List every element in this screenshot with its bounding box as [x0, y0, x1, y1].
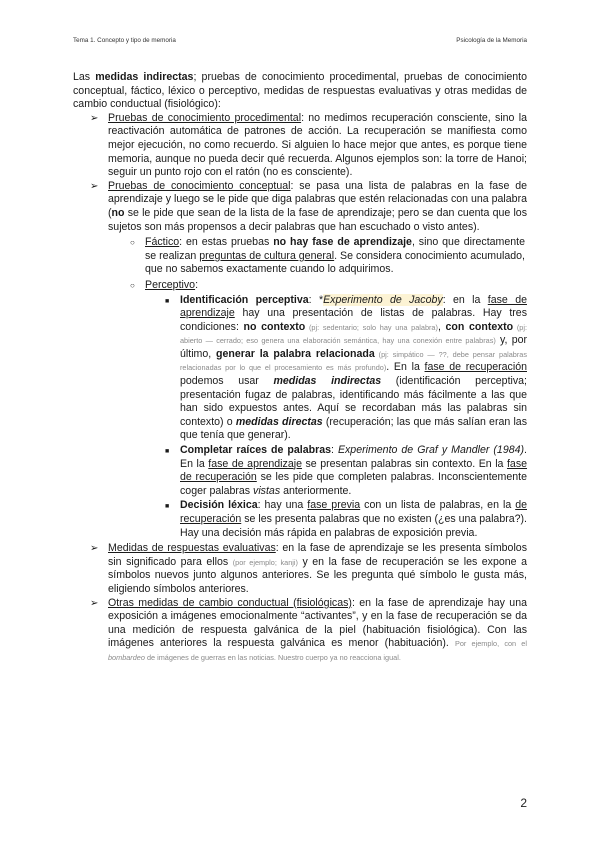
- page-header-left: Tema 1. Concepto y tipo de memoria: [73, 37, 176, 44]
- evaluativas-note: (por ejemplo; kanji): [232, 557, 298, 567]
- lexica-underline: de recuperación: [180, 499, 527, 525]
- intro-bold: medidas indirectas: [95, 71, 194, 83]
- circle-bullet-icon: ○: [130, 238, 135, 248]
- factico-text: . Se considera conocimiento acumulado, que no sabemos exactamente cuando lo adquirimos.: [145, 249, 525, 276]
- identificacion-text: (identificación perceptiva; presentación fugaz de palabras, identificando más fácilmente a las que han sido expuestos antes. Aquí se recordaban más las palabras sin contexto) o: [180, 375, 528, 428]
- list-item-raices: [73, 444, 527, 498]
- arrow-bullet-icon: ➢: [90, 543, 99, 555]
- arrow-bullet-icon: ➢: [90, 112, 99, 124]
- page-number: 2: [520, 796, 527, 810]
- square-bullet-icon: ■: [165, 503, 170, 511]
- jacoby-highlight: Experimento de Jacoby: [323, 293, 443, 306]
- identificacion-bold: con contexto: [445, 320, 514, 333]
- lexica-text: con un lista de palabras, en la: [360, 499, 516, 512]
- raices-title: Completar raíces de palabras: [180, 444, 331, 457]
- list-item-perceptivo: [73, 279, 527, 293]
- evaluativas-text: y en la fase de recuperación se les expone a símbolos nuevos junto algunos anteriores. Se les pregunta qué símbolo le gusta más, eligiendo símbolos anteriores.: [108, 555, 527, 595]
- arrow-bullet-icon: ➢: [90, 597, 99, 609]
- list-item-identificacion: [73, 294, 527, 444]
- list-item-conceptual: [73, 180, 527, 234]
- raices-text: se presentan palabras sin contexto. En la: [301, 457, 507, 470]
- factico-bold: no hay fase de aprendizaje: [273, 236, 412, 249]
- identificacion-text: : en la: [442, 293, 488, 306]
- perceptivo-colon: :: [195, 278, 199, 291]
- identificacion-title: Identificación perceptiva: [180, 293, 309, 306]
- factico-underline: preguntas de cultura general: [199, 249, 335, 262]
- list-item-evaluativas: [73, 542, 527, 596]
- lexica-text: se les presenta palabras que no existen (¿es una palabra?). Hay una decisión más rápida en palabras de exposición previa.: [180, 513, 527, 539]
- raices-underline: fase de recuperación: [180, 457, 528, 484]
- page-body: [73, 71, 527, 665]
- arrow-bullet-icon: ➢: [90, 180, 99, 192]
- identificacion-text: . En la: [386, 361, 425, 374]
- fisiologicas-text: : en la fase de aprendizaje hay una exposición a imágenes emocionalmente “activantes”, y en la fase de recuperación se da una medición de respuesta galvánica de la piel (habituación fisiológica). Con las imágenes anteriores la respuesta galvánica es menor (habituación).: [108, 596, 527, 650]
- lexica-underline: fase previa: [307, 499, 361, 512]
- identificacion-text: ,: [437, 320, 446, 333]
- lexica-title: Decisión léxica: [180, 499, 258, 512]
- identificacion-text: y, por último,: [180, 334, 528, 360]
- identificacion-bold-italic: medidas indirectas: [273, 375, 382, 388]
- page-header-right: Psicología de la Memoria: [456, 37, 527, 44]
- circle-bullet-icon: ○: [130, 280, 135, 290]
- fisiologicas-note: Por ejemplo, con el: [454, 639, 527, 649]
- list-item-lexica: [73, 499, 527, 540]
- conceptual-bold: no: [111, 206, 125, 219]
- conceptual-text: : se pasa una lista de palabras en la fase de aprendizaje y luego se le pide que diga palabras que estén relacionadas con una palabra (: [108, 179, 528, 219]
- raices-underline: fase de aprendizaje: [208, 457, 302, 470]
- fisiologicas-note: de imágenes de guerras en las noticias. Nuestro cuerpo ya no reacciona igual.: [144, 652, 401, 662]
- list-item-procedimental: [73, 112, 527, 180]
- raices-italic: Experimento de Graf y Mandler (1984): [337, 444, 525, 457]
- raices-text: se les pide que completen palabras. Inconscientemente coger palabras: [180, 471, 527, 497]
- identificacion-note: (pj: abierto — cerrado; eso genera una elaboración semántica, hay una conexión entre palabras): [180, 322, 528, 346]
- raices-italic: vistas: [253, 484, 281, 497]
- factico-text: : en estas pruebas: [179, 236, 274, 249]
- identificacion-bold-italic: medidas directas: [235, 415, 323, 428]
- list-item-fisiologicas: [73, 597, 527, 665]
- identificacion-bold: generar la palabra relacionada: [216, 347, 375, 360]
- evaluativas-text: : en la fase de aprendizaje se les presenta símbolos sin significado para ellos: [108, 542, 527, 568]
- square-bullet-icon: ■: [165, 297, 170, 305]
- intro-text: ; pruebas de conocimiento procedimental, pruebas de conocimiento conceptual, fáctico, léxico o perceptivo, medidas de respuestas evaluativas y otras medidas de cambio conductual (fisiológico):: [73, 71, 527, 111]
- identificacion-text: : *: [308, 293, 324, 306]
- perceptivo-label[interactable]: Perceptivo: [145, 278, 196, 291]
- raices-text: . En la: [180, 444, 527, 470]
- list-item-factico: [73, 236, 527, 277]
- procedimental-text: : no medimos recuperación consciente, sino la reactivación automática de patrones de acción. La recuperación se manifiesta como mejor ejecución, no como recuerdo. Si alguien lo hace mejor que antes, es porque tiene memoria, aunque no pueda decir qué recuerda. Algunos ejemplos son: la torre de Hanoi; seguir un punto rojo con el ratón (no es consciente).: [108, 111, 527, 179]
- identificacion-note: (pj: sedentario; solo hay una palabra): [305, 322, 438, 332]
- conceptual-text: se le pide que sean de la lista de la fase de aprendizaje; pero se dan cuenta que los sujetos son más propensos a decir palabras que han escuchado o visto antes).: [108, 206, 527, 233]
- identificacion-bold: no contexto: [243, 320, 306, 333]
- raices-text: :: [330, 444, 338, 457]
- factico-label[interactable]: Fáctico: [145, 236, 180, 249]
- procedimental-link[interactable]: Pruebas de conocimiento procedimental: [108, 111, 302, 124]
- identificacion-text: podemos usar: [180, 375, 274, 388]
- conceptual-link[interactable]: Pruebas de conocimiento conceptual: [108, 179, 291, 192]
- fisiologicas-link[interactable]: Otras medidas de cambio conductual (fisiológicas): [108, 596, 352, 609]
- factico-text: , sino que directamente se realizan: [145, 236, 526, 262]
- raices-text: anteriormente.: [280, 484, 352, 497]
- intro-text: Las: [73, 71, 96, 83]
- square-bullet-icon: ■: [165, 448, 170, 456]
- fisiologicas-note-italic: bombardeo: [108, 652, 145, 662]
- identificacion-text: (recuperación; las que más salían eran las que tenía que generar).: [180, 415, 527, 442]
- intro-paragraph: [73, 71, 527, 112]
- identificacion-note: (pj: simpático — ??, debe pensar palabras relacionadas por lo que el procesamiento es más profundo): [180, 349, 527, 373]
- identificacion-underline: fase de aprendizaje: [180, 293, 527, 320]
- identificacion-text: hay una presentación de listas de palabras. Hay tres condiciones:: [180, 307, 527, 333]
- evaluativas-link[interactable]: Medidas de respuestas evaluativas: [108, 542, 276, 555]
- identificacion-underline: fase de recuperación: [424, 361, 527, 374]
- lexica-text: : hay una: [257, 499, 308, 512]
